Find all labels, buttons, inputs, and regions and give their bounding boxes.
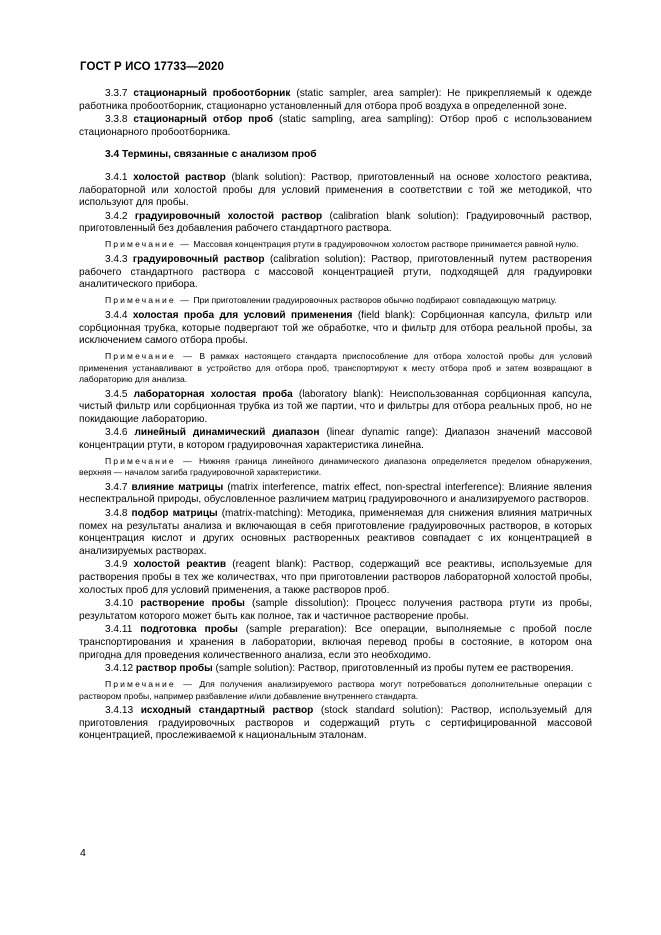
term-entry: 3.3.8 стационарный отбор проб (static sampling, area sampling): Отбор проб с использованием стационарного пробоотборника.: [79, 114, 593, 138]
note: Примечание — Массовая концентрация ртути в градуировочном холостом растворе принимается равной нулю.: [105, 239, 579, 250]
term-name: подбор матрицы: [131, 508, 218, 520]
term-name: стационарный пробоотборник: [133, 88, 291, 99]
term-entry: 3.4.3 градуировочный раствор (calibration solution): Раствор, приготовленный путем растворения рабочего стандартного раствора с массовой концентрацией ртути, подходящей для градуировки аналитического прибора.: [79, 254, 592, 291]
term-name: градуировочный раствор: [132, 254, 265, 266]
note: Примечание — В рамках настоящего стандарта приспособление для отбора холостой пробы для условий применения устанавливают в устройство для отбора проб, транспортируют к месту отбора проб и затем возвращают в лабораторию для анализа.: [79, 351, 592, 384]
term-entry: 3.4.2 градуировочный холостой раствор (calibration blank solution): Градуировочный раствор, приготовленный без добавления рабочего стандартного раствора.: [79, 210, 592, 235]
document-body: [79, 88, 592, 743]
term-name: лабораторная холостая проба: [133, 388, 293, 400]
note: Примечание — Для получения анализируемого раствора могут потребоваться дополнительные операции с раствором пробы, например разбавление и/или добавление внутреннего стандарта.: [79, 679, 592, 701]
term-entry: 3.4.10 растворение пробы (sample dissolution): Процесс получения раствора ртути из пробы, результатом которого может быть как полное, так и частичное растворение пробы.: [79, 598, 592, 622]
note-label: Примечание —: [105, 679, 194, 690]
document-header: ГОСТ Р ИСО 17733—2020: [80, 61, 225, 73]
term-name: исходный стандартный раствор: [140, 705, 314, 717]
term-entry: 3.3.7 стационарный пробоотборник (static sampler, area sampler): Не прикрепляемый к одежде работника пробоотборник, стационарно установленный для отбора проб воздуха в определенной зоне.: [79, 88, 592, 112]
term-name: градуировочный холостой раствор: [134, 210, 323, 222]
term-name: холостая проба для условий применения: [132, 310, 353, 322]
term-entry: 3.4.8 подбор матрицы (matrix-matching): Методика, применяемая для снижения влияния матричных помех на результаты анализа и включающая в себя приготовление градуировочных растворов, в которых концентрация кислот и других основных растворенных реактивов совпадает с их концентрацией в анализируемых растворах.: [79, 508, 592, 557]
term-name: раствор пробы: [135, 663, 213, 675]
term-name: холостой раствор: [133, 171, 226, 183]
note: Примечание — Нижняя граница линейного динамического диапазона определяется пределом обнаружения, верхняя — началом загиба градуировочной характеристики.: [79, 455, 592, 478]
term-entry: 3.4.13 исходный стандартный раствор (stock standard solution): Раствор, используемый для приготовления градуировочных растворов и содержащий ртуть с сертифицированной массовой концентрацией, прослеживаемой к национальным эталонам.: [79, 705, 592, 742]
term-name: растворение пробы: [140, 598, 245, 610]
term-name: влияние матрицы: [131, 481, 224, 493]
term-entry: 3.4.9 холостой реактив (reagent blank): Раствор, содержащий все реактивы, используемые для растворения пробы в тех же количествах, что при приготовлении растворов лабораторной холостой пробы, холостых проб для условий применения, а также растворов проб.: [79, 559, 592, 596]
page-number: 4: [80, 847, 86, 859]
note-label: Примечание —: [105, 239, 191, 250]
section-heading: 3.4 Термины, связанные с анализом проб: [105, 149, 317, 161]
term-entry: 3.4.5 лабораторная холостая проба (laboratory blank): Неиспользованная сорбционная капсула, чистый фильтр или сорбционная трубка из той же партии, что и фильтры для отбора реальных проб, но не покидающие лабораторию.: [79, 388, 592, 425]
term-entry: 3.4.12 раствор пробы (sample solution): Раствор, приготовленный из пробы путем ее растворения.: [105, 663, 574, 675]
term-name: линейный динамический диапазон: [134, 427, 320, 439]
term-entry: 3.4.4 холостая проба для условий применения (field blank): Сорбционная капсула, фильтр или сорбционная трубка, которые подвергают той же обработке, что и фильтр для отбора реальной пробы, за исключением самого отбора пробы.: [79, 310, 592, 347]
note-label: Примечание —: [105, 455, 194, 466]
term-name: стационарный отбор проб: [133, 114, 273, 126]
note-label: Примечание —: [105, 351, 194, 362]
term-entry: 3.4.1 холостой раствор (blank solution): Раствор, приготовленный на основе холостого реактива, лабораторной или холостой пробы для условий применения в соответствии с той же методикой, что используют для пробы.: [79, 171, 592, 209]
term-name: холостой реактив: [133, 559, 227, 571]
note: Примечание — При приготовлении градуировочных растворов обычно подбирают совпадающую матрицу.: [105, 295, 557, 306]
term-name: подготовка пробы: [140, 624, 238, 636]
term-entry: 3.4.11 подготовка пробы (sample preparation): Все операции, выполняемые с пробой после транспортирования и хранения в лаборатории, включая перевод пробы в состояние, в котором она пригодна для проведения количественного анализа, если это необходимо.: [79, 624, 592, 661]
note-label: Примечание —: [105, 295, 191, 306]
term-entry: 3.4.6 линейный динамический диапазон (linear dynamic range): Диапазон значений массовой концентрации ртути, в котором градуировочная характеристика линейна.: [79, 427, 593, 451]
term-entry: 3.4.7 влияние матрицы (matrix interference, matrix effect, non-spectral interference): Влияние явления неспектральной природы, обусловленное различием матриц градуировочного и анализируемого растворов.: [79, 481, 592, 506]
